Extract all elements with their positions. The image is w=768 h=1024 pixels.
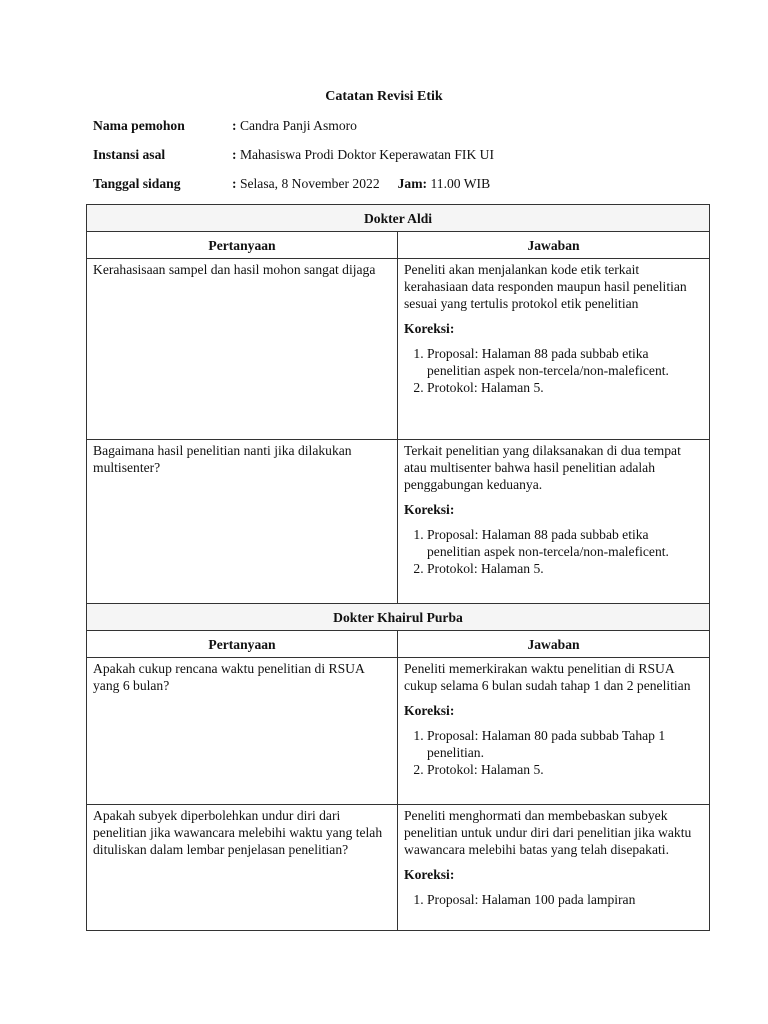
question-text: Apakah subyek diperbolehkan undur diri dari penelitian jika wawancara melebihi waktu yang telah dituliskan dalam lembar penjelasan penelitian? [93, 808, 383, 857]
answer-text: Peneliti memerkirakan waktu penelitian di RSUA cukup selama 6 bulan sudah tahap 1 dan 2 penelitian [404, 661, 691, 693]
meta-value-text: Candra Panji Asmoro [239, 118, 357, 133]
reviewer-name: Dokter Aldi [87, 205, 710, 232]
meta-label: Tanggal sidang [93, 176, 181, 191]
question-cell [87, 259, 398, 440]
koreksi-list [404, 891, 703, 908]
koreksi-label: Koreksi: [404, 502, 455, 517]
meta-colon: : [232, 176, 237, 191]
col-answer-header: Jawaban [398, 631, 710, 658]
koreksi-list [404, 526, 703, 577]
meta-label: Instansi asal [93, 147, 166, 162]
table-row [87, 805, 710, 931]
meta-value [232, 117, 357, 134]
meta-value [232, 146, 494, 163]
list-item: 2. Protokol: Halaman 5. [427, 379, 703, 396]
revision-table [86, 204, 710, 931]
question-cell [87, 658, 398, 805]
reviewer-name: Dokter Khairul Purba [87, 604, 710, 631]
meta-value [232, 175, 490, 192]
meta-colon: : [232, 118, 237, 133]
koreksi-list [404, 345, 703, 396]
meta-value-text: Selasa, 8 November 2022 [239, 176, 380, 191]
meta-colon: : [232, 147, 237, 162]
document-title: Catatan Revisi Etik [325, 89, 443, 104]
list-item: 1. Proposal: Halaman 88 pada subbab etika penelitian aspek non-tercela/non-maleficent. [427, 345, 703, 379]
jam-value: 11.00 WIB [430, 176, 491, 191]
answer-text: Terkait penelitian yang dilaksanakan di dua tempat atau multisenter bahwa hasil penelitian adalah penggabungan keduanya. [404, 443, 681, 492]
koreksi-label: Koreksi: [404, 703, 455, 718]
list-item: 2. Protokol: Halaman 5. [427, 761, 703, 778]
table-row [87, 259, 710, 440]
column-header-row [87, 232, 710, 259]
section-header [87, 205, 710, 232]
question-cell [87, 805, 398, 931]
list-item: 1. Proposal: Halaman 80 pada subbab Tahap 1 penelitian. [427, 727, 703, 761]
answer-cell [398, 658, 710, 805]
section-header [87, 604, 710, 631]
answer-cell [398, 259, 710, 440]
col-answer-header: Jawaban [398, 232, 710, 259]
col-question-header: Pertanyaan [87, 631, 398, 658]
koreksi-label: Koreksi: [404, 321, 455, 336]
question-text: Kerahasisaan sampel dan hasil mohon sangat dijaga [93, 262, 376, 277]
question-cell [87, 440, 398, 604]
column-header-row [87, 631, 710, 658]
koreksi-list [404, 727, 703, 778]
question-text: Bagaimana hasil penelitian nanti jika dilakukan multisenter? [93, 443, 352, 475]
table-row [87, 658, 710, 805]
table-row [87, 440, 710, 604]
list-item: 1. Proposal: Halaman 88 pada subbab etika penelitian aspek non-tercela/non-maleficent. [427, 526, 703, 560]
jam-label: Jam: [397, 176, 428, 191]
list-item: 2. Protokol: Halaman 5. [427, 560, 703, 577]
answer-text: Peneliti menghormati dan membebaskan subyek penelitian untuk undur diri dari penelitian jika waktu wawancara melebihi batas yang telah disepakati. [404, 808, 692, 857]
meta-value-text: Mahasiswa Prodi Doktor Keperawatan FIK UI [239, 147, 495, 162]
answer-cell [398, 440, 710, 604]
list-item: 1. Proposal: Halaman 100 pada lampiran [427, 891, 703, 908]
col-question-header: Pertanyaan [87, 232, 398, 259]
answer-text: Peneliti akan menjalankan kode etik terkait kerahasiaan data responden maupun hasil penelitian sesuai yang tertulis protokol etik penelitian [404, 262, 687, 311]
answer-cell [398, 805, 710, 931]
question-text: Apakah cukup rencana waktu penelitian di RSUA yang 6 bulan? [93, 661, 365, 693]
meta-label: Nama pemohon [93, 118, 185, 133]
koreksi-label: Koreksi: [404, 867, 455, 882]
